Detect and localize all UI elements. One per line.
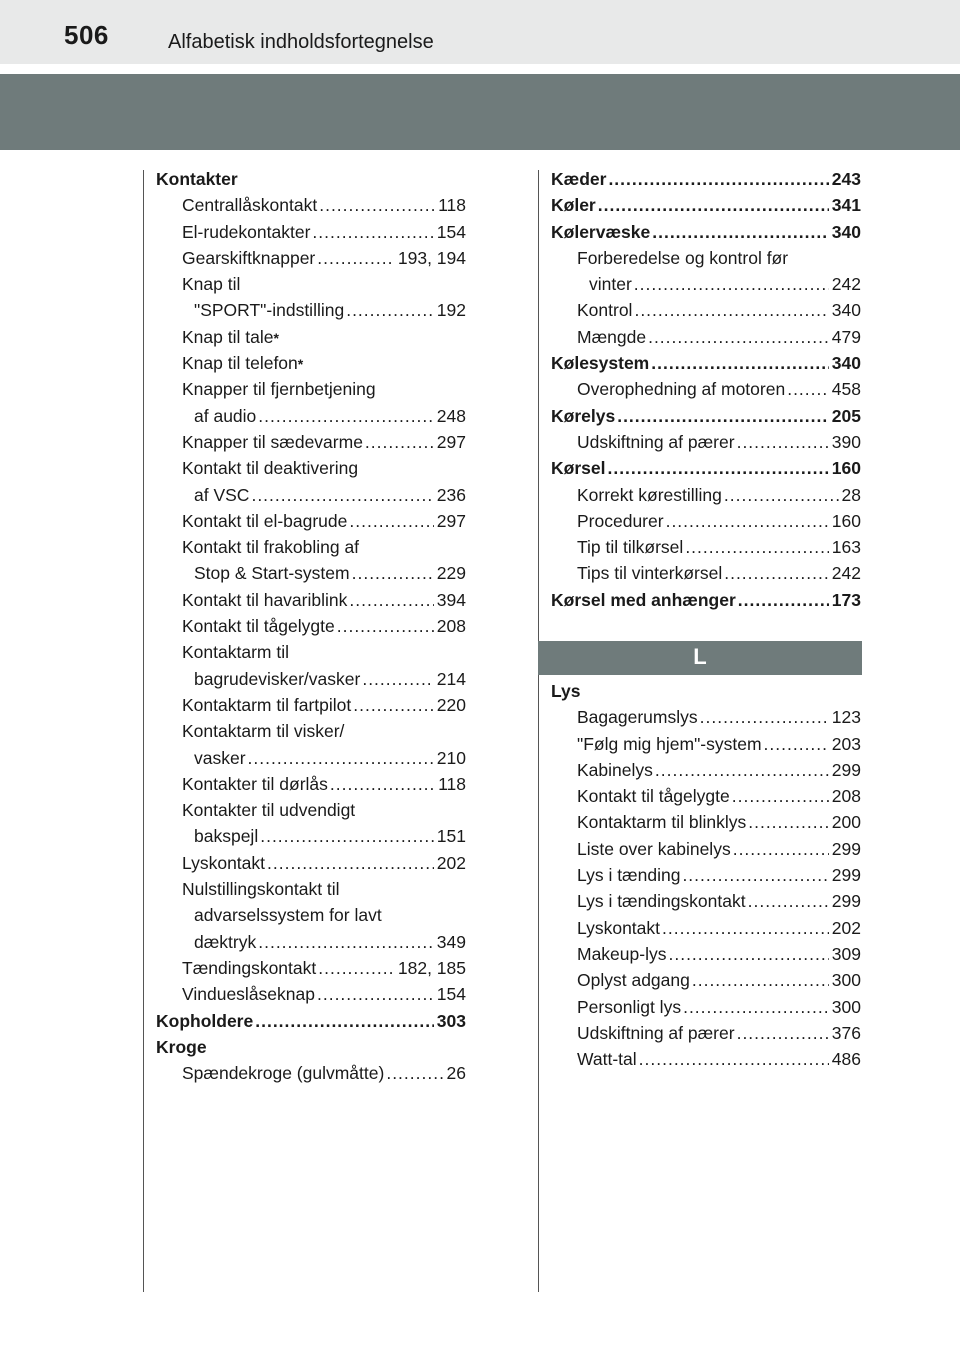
index-entry-page: 300 (831, 996, 861, 1017)
index-entry (156, 639, 466, 665)
index-entry (551, 757, 861, 783)
index-entry-page: 151 (436, 826, 466, 847)
leader-dots (683, 994, 829, 1020)
index-entry-page: 200 (831, 812, 861, 833)
index-entry (156, 560, 466, 586)
index-entry (156, 376, 466, 402)
leader-dots (732, 783, 829, 809)
index-entry-page: 203 (831, 733, 861, 754)
index-entry (156, 166, 466, 192)
section-letter-header (538, 641, 862, 675)
index-entry-page: 243 (831, 169, 861, 189)
index-entry (551, 888, 861, 914)
leader-dots (353, 692, 434, 718)
leader-dots (319, 192, 435, 218)
index-entry-label: Kabinelys (577, 759, 653, 780)
index-entry-page: 154 (436, 984, 466, 1005)
index-entry (551, 560, 861, 586)
index-entry-page: 118 (438, 195, 466, 216)
index-entry-page: 300 (831, 970, 861, 991)
index-entry-page: 297 (436, 431, 466, 452)
leader-dots (312, 219, 433, 245)
leader-dots (666, 508, 829, 534)
leader-dots (724, 482, 839, 508)
index-entry-label: Kontakt til tågelygte (577, 786, 730, 807)
index-entry (156, 902, 466, 928)
index-entry-page: 205 (831, 405, 861, 426)
index-entry-label: El-rudekontakter (182, 221, 311, 242)
index-entry (551, 166, 861, 192)
index-entry-page: 479 (831, 326, 861, 347)
index-entry-page: 118 (438, 773, 466, 794)
index-entry-page: 341 (831, 195, 861, 216)
index-entry-page: 309 (831, 943, 861, 964)
leader-dots (648, 324, 829, 350)
header-band (0, 74, 960, 150)
index-entry-page: 26 (446, 1063, 466, 1084)
index-entry (156, 403, 466, 429)
index-entry-page: 299 (831, 759, 861, 780)
index-entry-label: Knap til (182, 274, 241, 295)
index-entry-label: Kølervæske (551, 221, 651, 242)
index-entry-page: 299 (831, 865, 861, 886)
index-entry-label: Kontaktarm til (182, 642, 289, 663)
index-entry (156, 508, 466, 534)
index-entry-label: Kontakt til havariblink (182, 589, 348, 610)
section-letter: L (693, 644, 707, 669)
index-entry (551, 1046, 861, 1072)
index-entry (551, 941, 861, 967)
index-entry-page: 458 (831, 379, 861, 400)
leader-dots (337, 613, 434, 639)
index-entry-page: 202 (831, 917, 861, 938)
index-entry (551, 482, 861, 508)
index-entry-page: 242 (831, 274, 861, 295)
leader-dots (668, 941, 828, 967)
index-entry (156, 271, 466, 297)
index-entry-page: 173 (831, 589, 861, 610)
index-entry-label: Nulstillingskontakt til (182, 879, 340, 900)
index-entry (156, 429, 466, 455)
index-entry-label: Kontakt til deaktivering (182, 458, 359, 479)
index-entry-label: Lys (551, 681, 581, 701)
index-entry-label: Knapper til fjernbetjening (182, 379, 376, 400)
index-entry-page: 229 (436, 563, 466, 584)
index-entry (551, 809, 861, 835)
index-entry (551, 836, 861, 862)
index-entry-label: Kontaktarm til fartpilot (182, 694, 352, 715)
index-entry-page: 299 (831, 838, 861, 859)
index-entry-label: Kroge (156, 1036, 207, 1057)
index-entry-page: 160 (831, 458, 861, 479)
index-entry (551, 429, 861, 455)
index-entry-page: 182, 185 (397, 957, 466, 978)
index-entry-page: 340 (831, 300, 861, 321)
index-entry-label: Køler (551, 195, 596, 216)
leader-dots (349, 587, 433, 613)
index-entry (551, 508, 861, 534)
index-entry-label: Vindueslåseknap (182, 984, 315, 1005)
index-entry-label: Liste over kabinelys (577, 838, 731, 859)
leader-dots (700, 704, 829, 730)
index-entry (156, 587, 466, 613)
leader-dots (598, 192, 829, 218)
leader-dots (330, 771, 435, 797)
leader-dots (607, 455, 828, 481)
left-index-column (156, 166, 466, 1086)
index-entry-label: Kontrol (577, 300, 633, 321)
index-entry (551, 271, 861, 297)
leader-dots (248, 745, 434, 771)
index-entry-page: 214 (436, 668, 466, 689)
index-entry-label: Knap til telefon (182, 353, 298, 374)
index-entry-label: Kontakt til frakobling af (182, 537, 360, 558)
index-entry-page: 28 (841, 484, 861, 505)
index-entry-page: 303 (436, 1010, 466, 1031)
index-entry-label: Knapper til sædevarme (182, 431, 363, 452)
leader-dots (652, 219, 829, 245)
left-column-rule (143, 170, 144, 1292)
leader-dots (748, 888, 829, 914)
index-entry-label: Centrallåskontakt (182, 195, 318, 216)
leader-dots (349, 508, 433, 534)
index-entry-label: Kontaktarm til blinklys (577, 812, 747, 833)
index-entry-label: af VSC (194, 484, 250, 505)
index-entry (551, 587, 861, 613)
index-entry-page: 236 (436, 484, 466, 505)
leader-dots (260, 823, 434, 849)
index-entry-page: 394 (436, 589, 466, 610)
leader-dots (617, 403, 829, 429)
index-entry-label: "Følg mig hjem"-system (577, 733, 762, 754)
index-entry-page: 242 (831, 563, 861, 584)
leader-dots (662, 915, 829, 941)
index-entry (156, 455, 466, 481)
index-entry (156, 876, 466, 902)
index-entry-label: Mængde (577, 326, 647, 347)
leader-dots (318, 955, 395, 981)
leader-dots (764, 731, 829, 757)
index-entry-page: 376 (831, 1022, 861, 1043)
index-entry (156, 850, 466, 876)
index-entry-label: Stop & Start-system (194, 563, 350, 584)
leader-dots (634, 297, 828, 323)
index-entry (551, 219, 861, 245)
leader-dots (737, 1020, 829, 1046)
index-entry-page: 220 (436, 694, 466, 715)
index-entry (551, 324, 861, 350)
index-entry-page: 390 (831, 431, 861, 452)
index-entry-label: Udskiftning af pærer (577, 1022, 735, 1043)
index-entry-label: vasker (194, 747, 246, 768)
leader-dots (685, 534, 828, 560)
leader-dots (362, 666, 433, 692)
index-entry (551, 297, 861, 323)
index-entry-page: 349 (436, 931, 466, 952)
index-entry-page: 208 (436, 616, 466, 637)
page-number: 506 (64, 20, 109, 50)
index-entry (551, 403, 861, 429)
leader-dots (386, 1060, 443, 1086)
right-index-column-top (551, 166, 861, 613)
index-entry (551, 376, 861, 402)
index-entry-page: 192 (436, 300, 466, 321)
index-entry-page: 163 (831, 537, 861, 558)
index-entry-label: Korrekt kørestilling (577, 484, 722, 505)
index-entry-label: Kontakter til dørlås (182, 773, 328, 794)
index-entry-page: 208 (831, 786, 861, 807)
index-entry: Knap til tale * (156, 324, 466, 350)
leader-dots (267, 850, 434, 876)
index-entry (156, 771, 466, 797)
index-entry (156, 666, 466, 692)
index-entry-page: 193, 194 (397, 247, 466, 268)
index-entry-label: Tip til tilkørsel (577, 537, 684, 558)
leader-dots (692, 967, 829, 993)
leader-dots (655, 757, 829, 783)
index-entry-label: Kontakt til el-bagrude (182, 510, 348, 531)
index-entry-label: Knap til tale (182, 326, 274, 347)
index-entry-label: Kørsel (551, 458, 606, 479)
index-entry-label: Kørsel med anhænger (551, 589, 736, 610)
index-entry (551, 731, 861, 757)
index-entry (551, 783, 861, 809)
index-entry (156, 718, 466, 744)
index-entry-label: "SPORT"-indstilling (194, 300, 345, 321)
index-entry-label: Gearskiftknapper (182, 247, 316, 268)
index-entry-label: advarselssystem for lavt (194, 905, 382, 926)
index-entry (156, 297, 466, 323)
index-entry-label: Udskiftning af pærer (577, 431, 735, 452)
index-entry-page: 340 (831, 221, 861, 242)
index-entry-label: vinter (589, 274, 632, 295)
index-entry (156, 1060, 466, 1086)
index-entry-page: 299 (831, 891, 861, 912)
leader-dots (639, 1046, 829, 1072)
leader-dots (317, 245, 395, 271)
index-entry (156, 482, 466, 508)
index-entry (156, 1008, 466, 1034)
index-entry-label: Kontaktarm til visker/ (182, 721, 345, 742)
page-title: Alfabetisk indholdsfortegnelse (168, 31, 434, 53)
index-entry (156, 192, 466, 218)
index-entry-label: bagrudevisker/vasker (194, 668, 361, 689)
leader-dots (365, 429, 434, 455)
index-entry (551, 967, 861, 993)
index-entry-label: Watt-tal (577, 1049, 637, 1070)
index-entry-page: 123 (831, 707, 861, 728)
index-entry (551, 994, 861, 1020)
index-entry (156, 955, 466, 981)
leader-dots (255, 1008, 434, 1034)
index-entry (156, 981, 466, 1007)
index-entry-label: dæktryk (194, 931, 257, 952)
index-entry-page: 297 (436, 510, 466, 531)
index-entry-label: Lyskontakt (182, 852, 266, 873)
index-entry-label: Overophedning af motoren (577, 379, 786, 400)
leader-dots (651, 350, 829, 376)
index-entry-label: Kølesystem (551, 353, 650, 374)
index-entry (551, 534, 861, 560)
index-entry-label: Tændingskontakt (182, 957, 317, 978)
center-column-rule (538, 170, 539, 1292)
index-entry-label: af audio (194, 405, 257, 426)
index-entry (551, 678, 861, 704)
index-entry (156, 613, 466, 639)
index-entry-label: Kontakt til tågelygte (182, 616, 335, 637)
leader-dots (733, 836, 829, 862)
index-entry (551, 455, 861, 481)
index-entry-page: 248 (436, 405, 466, 426)
index-entry (551, 245, 861, 271)
leader-dots (258, 929, 434, 955)
index-entry (156, 534, 466, 560)
index-entry-label: Makeup-lys (577, 943, 667, 964)
index-entry-label: Kørelys (551, 405, 616, 426)
index-entry-label: bakspejl (194, 826, 259, 847)
index-entry-label: Procedurer (577, 510, 664, 531)
index-entry: Knap til telefon * (156, 350, 466, 376)
index-entry (156, 929, 466, 955)
index-entry-label: Kontakter (156, 169, 238, 189)
index-entry-page: 202 (436, 852, 466, 873)
index-entry (156, 692, 466, 718)
index-entry (551, 350, 861, 376)
index-entry-label: Kæder (551, 169, 607, 189)
index-entry-label: Personligt lys (577, 996, 682, 1017)
index-entry-label: Lys i tændingskontakt (577, 891, 746, 912)
index-entry-label: Lys i tænding (577, 865, 681, 886)
leader-dots (317, 981, 434, 1007)
leader-dots (724, 560, 829, 586)
index-entry (551, 915, 861, 941)
index-entry-label: Tips til vinterkørsel (577, 563, 723, 584)
index-entry-label: Kopholdere (156, 1010, 254, 1031)
leader-dots (251, 482, 433, 508)
index-entry (551, 192, 861, 218)
index-entry (551, 862, 861, 888)
index-entry (156, 823, 466, 849)
leader-dots (737, 429, 829, 455)
index-entry-page: 340 (831, 353, 861, 374)
leader-dots (748, 809, 829, 835)
index-entry-label: Spændekroge (gulvmåtte) (182, 1063, 385, 1084)
index-entry-page: 210 (436, 747, 466, 768)
leader-dots (346, 297, 434, 323)
leader-dots (682, 862, 828, 888)
index-entry-label: Kontakter til udvendigt (182, 800, 356, 821)
index-entry (156, 245, 466, 271)
index-entry (551, 704, 861, 730)
page-header (0, 0, 960, 64)
index-entry-page: 160 (831, 510, 861, 531)
leader-dots (787, 376, 829, 402)
index-entry (156, 797, 466, 823)
index-entry-label: Bagagerumslys (577, 707, 698, 728)
index-entry-page: 486 (831, 1049, 861, 1070)
right-index-column-bottom (551, 678, 861, 1072)
leader-dots (608, 166, 828, 192)
leader-dots (738, 587, 829, 613)
index-entry (156, 745, 466, 771)
leader-dots (258, 403, 434, 429)
index-entry-label: Lyskontakt (577, 917, 661, 938)
index-entry-label: Forberedelse og kontrol før (577, 247, 789, 268)
index-entry (551, 1020, 861, 1046)
leader-dots (634, 271, 829, 297)
index-entry-page: 154 (436, 221, 466, 242)
index-entry-label: Oplyst adgang (577, 970, 690, 991)
leader-dots (352, 560, 434, 586)
index-entry (156, 1034, 466, 1060)
index-entry (156, 219, 466, 245)
